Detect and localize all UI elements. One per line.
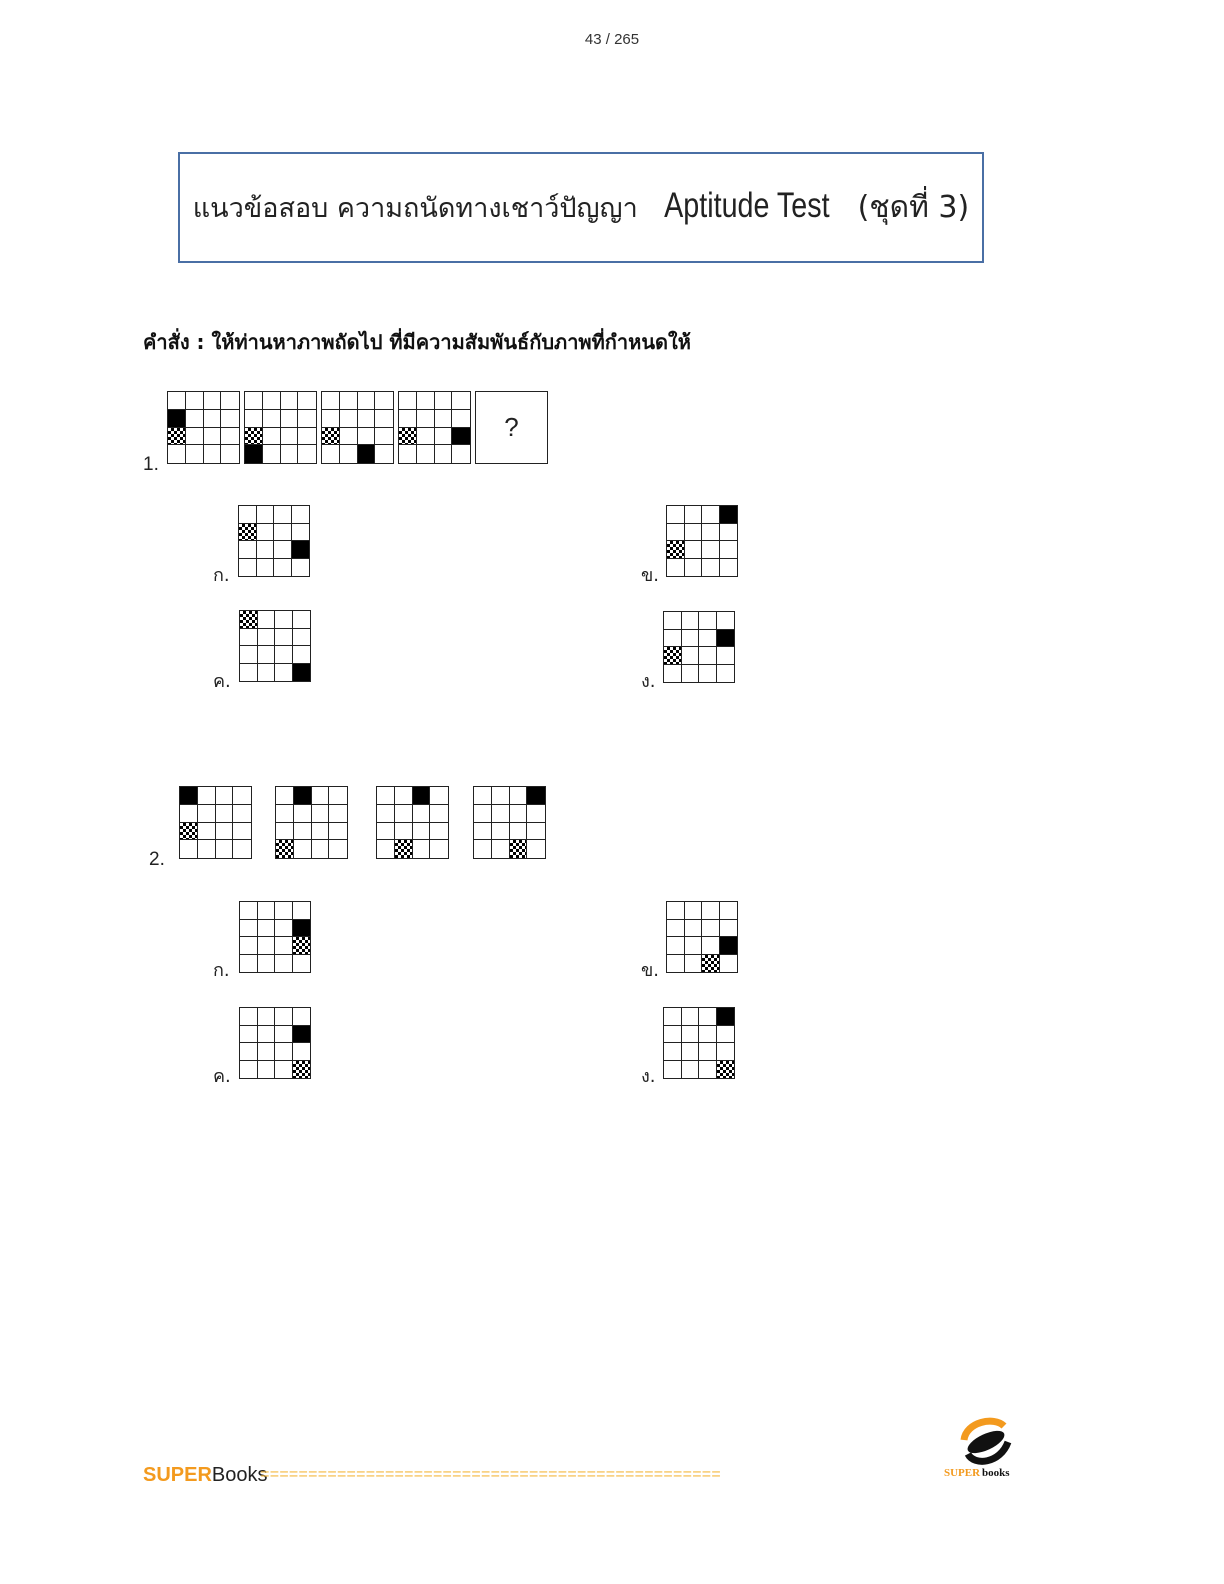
q2-seq-3-grid — [376, 786, 449, 859]
empty-cell — [298, 445, 316, 463]
q1-option-d-label: ง. — [641, 671, 656, 692]
empty-cell — [699, 647, 717, 665]
empty-cell — [292, 506, 310, 524]
empty-cell — [452, 445, 470, 463]
empty-cell — [240, 1061, 258, 1079]
empty-cell — [413, 823, 431, 841]
q2-option-b-label: ข. — [641, 960, 660, 981]
empty-cell — [685, 506, 703, 524]
black-cell — [720, 506, 738, 524]
empty-cell — [293, 1043, 311, 1061]
empty-cell — [720, 524, 738, 542]
checkered-cell — [399, 428, 417, 446]
empty-cell — [667, 506, 685, 524]
empty-cell — [168, 445, 186, 463]
empty-cell — [275, 1061, 293, 1079]
q1-option-d-grid[interactable] — [663, 611, 735, 683]
empty-cell — [240, 902, 258, 920]
empty-cell — [275, 920, 293, 938]
empty-cell — [413, 840, 431, 858]
empty-cell — [375, 445, 393, 463]
empty-cell — [702, 559, 720, 577]
empty-cell — [430, 840, 448, 858]
empty-cell — [274, 559, 292, 577]
empty-cell — [275, 646, 293, 664]
empty-cell — [168, 392, 186, 410]
empty-cell — [258, 646, 276, 664]
empty-cell — [258, 611, 276, 629]
empty-cell — [682, 647, 700, 665]
empty-cell — [667, 902, 685, 920]
checkered-cell — [293, 1061, 311, 1079]
q2-option-a-grid[interactable] — [239, 901, 311, 973]
q2-option-c-label: ค. — [213, 1066, 231, 1087]
empty-cell — [239, 541, 257, 559]
empty-cell — [312, 805, 330, 823]
black-cell — [720, 937, 738, 955]
footer-brand — [143, 1464, 268, 1487]
empty-cell — [492, 823, 510, 841]
empty-cell — [699, 1043, 717, 1061]
empty-cell — [435, 428, 453, 446]
empty-cell — [233, 805, 251, 823]
q2-option-c-grid[interactable] — [239, 1007, 311, 1079]
empty-cell — [699, 630, 717, 648]
empty-cell — [358, 392, 376, 410]
title-box — [178, 152, 984, 263]
empty-cell — [258, 1061, 276, 1079]
empty-cell — [216, 823, 234, 841]
empty-cell — [399, 392, 417, 410]
logo-text-super: SUPER — [944, 1467, 981, 1479]
empty-cell — [682, 612, 700, 630]
empty-cell — [263, 410, 281, 428]
empty-cell — [258, 955, 276, 973]
empty-cell — [263, 428, 281, 446]
empty-cell — [682, 1026, 700, 1044]
empty-cell — [417, 410, 435, 428]
empty-cell — [492, 787, 510, 805]
empty-cell — [702, 920, 720, 938]
empty-cell — [233, 787, 251, 805]
empty-cell — [664, 630, 682, 648]
empty-cell — [258, 902, 276, 920]
empty-cell — [699, 1061, 717, 1079]
empty-cell — [275, 902, 293, 920]
empty-cell — [435, 392, 453, 410]
empty-cell — [293, 955, 311, 973]
empty-cell — [186, 428, 204, 446]
empty-cell — [294, 823, 312, 841]
empty-cell — [399, 445, 417, 463]
empty-cell — [258, 664, 276, 682]
q1-option-c-grid[interactable] — [239, 610, 311, 682]
empty-cell — [702, 541, 720, 559]
empty-cell — [395, 787, 413, 805]
empty-cell — [294, 840, 312, 858]
empty-cell — [664, 665, 682, 683]
empty-cell — [395, 823, 413, 841]
q1-seq-3-grid — [321, 391, 394, 464]
empty-cell — [685, 541, 703, 559]
black-cell — [452, 428, 470, 446]
empty-cell — [685, 955, 703, 973]
empty-cell — [233, 840, 251, 858]
empty-cell — [186, 392, 204, 410]
logo-text-books: books — [982, 1467, 1010, 1479]
empty-cell — [340, 410, 358, 428]
empty-cell — [717, 1026, 735, 1044]
black-cell — [294, 787, 312, 805]
empty-cell — [685, 559, 703, 577]
empty-cell — [717, 1043, 735, 1061]
empty-cell — [216, 840, 234, 858]
empty-cell — [240, 629, 258, 647]
empty-cell — [281, 410, 299, 428]
empty-cell — [298, 428, 316, 446]
empty-cell — [240, 646, 258, 664]
empty-cell — [492, 805, 510, 823]
q2-seq-4-grid — [473, 786, 546, 859]
empty-cell — [293, 629, 311, 647]
q1-option-b-grid[interactable] — [666, 505, 738, 577]
empty-cell — [322, 410, 340, 428]
checkered-cell — [510, 840, 528, 858]
q2-option-d-label: ง. — [641, 1066, 656, 1087]
empty-cell — [257, 506, 275, 524]
empty-cell — [452, 392, 470, 410]
empty-cell — [204, 392, 222, 410]
q1-option-b-label: ข. — [641, 565, 660, 586]
empty-cell — [293, 1008, 311, 1026]
empty-cell — [430, 787, 448, 805]
empty-cell — [329, 805, 347, 823]
empty-cell — [275, 937, 293, 955]
checkered-cell — [240, 611, 258, 629]
empty-cell — [702, 937, 720, 955]
q1-option-a-label: ก. — [213, 565, 230, 586]
empty-cell — [186, 445, 204, 463]
empty-cell — [527, 805, 545, 823]
empty-cell — [180, 805, 198, 823]
empty-cell — [667, 955, 685, 973]
empty-cell — [375, 392, 393, 410]
empty-cell — [667, 524, 685, 542]
empty-cell — [198, 805, 216, 823]
empty-cell — [699, 1008, 717, 1026]
black-cell — [358, 445, 376, 463]
black-cell — [180, 787, 198, 805]
checkered-cell — [168, 428, 186, 446]
empty-cell — [492, 840, 510, 858]
empty-cell — [699, 1026, 717, 1044]
empty-cell — [682, 1043, 700, 1061]
checkered-cell — [293, 937, 311, 955]
empty-cell — [717, 647, 735, 665]
footer-rule: ================================================ — [260, 1466, 721, 1484]
empty-cell — [417, 428, 435, 446]
empty-cell — [281, 428, 299, 446]
empty-cell — [417, 392, 435, 410]
empty-cell — [340, 392, 358, 410]
empty-cell — [292, 524, 310, 542]
empty-cell — [685, 937, 703, 955]
empty-cell — [281, 392, 299, 410]
black-cell — [292, 541, 310, 559]
empty-cell — [245, 392, 263, 410]
empty-cell — [358, 428, 376, 446]
empty-cell — [664, 1061, 682, 1079]
footer-brand-super: SUPER — [143, 1464, 212, 1486]
empty-cell — [699, 665, 717, 683]
empty-cell — [510, 787, 528, 805]
empty-cell — [510, 805, 528, 823]
black-cell — [168, 410, 186, 428]
empty-cell — [329, 823, 347, 841]
empty-cell — [340, 428, 358, 446]
empty-cell — [198, 787, 216, 805]
empty-cell — [275, 955, 293, 973]
empty-cell — [527, 823, 545, 841]
empty-cell — [664, 612, 682, 630]
empty-cell — [186, 410, 204, 428]
empty-cell — [198, 823, 216, 841]
empty-cell — [263, 445, 281, 463]
empty-cell — [312, 823, 330, 841]
empty-cell — [276, 823, 294, 841]
q1-seq-4-grid — [398, 391, 471, 464]
empty-cell — [430, 805, 448, 823]
instruction-text: คำสั่ง : ให้ท่านหาภาพถัดไป ที่มีความสัมพันธ์กับภาพที่กำหนดให้ — [143, 330, 691, 354]
empty-cell — [510, 823, 528, 841]
title-suffix: (ชุดที่ 3) — [848, 190, 970, 225]
empty-cell — [274, 541, 292, 559]
black-cell — [717, 630, 735, 648]
black-cell — [413, 787, 431, 805]
empty-cell — [702, 506, 720, 524]
empty-cell — [340, 445, 358, 463]
empty-cell — [682, 1061, 700, 1079]
empty-cell — [720, 902, 738, 920]
empty-cell — [667, 559, 685, 577]
title-prefix: แนวข้อสอบ ความถนัดทางเชาว์ปัญญา — [192, 193, 647, 224]
black-cell — [293, 664, 311, 682]
empty-cell — [204, 410, 222, 428]
empty-cell — [240, 920, 258, 938]
question-2-number: 2. — [149, 849, 165, 870]
empty-cell — [474, 840, 492, 858]
q2-option-a-label: ก. — [213, 960, 230, 981]
q1-seq-2-grid — [244, 391, 317, 464]
footer-brand-books: Books — [211, 1464, 268, 1486]
empty-cell — [702, 902, 720, 920]
empty-cell — [720, 541, 738, 559]
empty-cell — [258, 1043, 276, 1061]
empty-cell — [322, 445, 340, 463]
empty-cell — [664, 1008, 682, 1026]
empty-cell — [720, 955, 738, 973]
q2-option-b-grid[interactable] — [666, 901, 738, 973]
empty-cell — [685, 920, 703, 938]
empty-cell — [258, 937, 276, 955]
checkered-cell — [276, 840, 294, 858]
empty-cell — [430, 823, 448, 841]
black-cell — [527, 787, 545, 805]
empty-cell — [293, 611, 311, 629]
checkered-cell — [180, 823, 198, 841]
empty-cell — [198, 840, 216, 858]
empty-cell — [298, 392, 316, 410]
empty-cell — [312, 787, 330, 805]
empty-cell — [474, 805, 492, 823]
q1-unknown-box — [475, 391, 548, 464]
empty-cell — [702, 524, 720, 542]
empty-cell — [281, 445, 299, 463]
empty-cell — [293, 646, 311, 664]
empty-cell — [221, 410, 239, 428]
empty-cell — [377, 840, 395, 858]
empty-cell — [375, 410, 393, 428]
checkered-cell — [717, 1061, 735, 1079]
empty-cell — [329, 840, 347, 858]
empty-cell — [717, 665, 735, 683]
page-indicator: 43 / 265 — [584, 31, 640, 48]
black-cell — [293, 1026, 311, 1044]
empty-cell — [417, 445, 435, 463]
checkered-cell — [667, 541, 685, 559]
black-cell — [245, 445, 263, 463]
empty-cell — [221, 392, 239, 410]
empty-cell — [221, 428, 239, 446]
empty-cell — [257, 524, 275, 542]
empty-cell — [240, 937, 258, 955]
empty-cell — [204, 428, 222, 446]
empty-cell — [720, 559, 738, 577]
empty-cell — [216, 787, 234, 805]
empty-cell — [685, 524, 703, 542]
empty-cell — [239, 506, 257, 524]
empty-cell — [257, 541, 275, 559]
empty-cell — [377, 787, 395, 805]
empty-cell — [664, 1026, 682, 1044]
question-mark: ? — [504, 412, 519, 442]
checkered-cell — [239, 524, 257, 542]
q1-option-a-grid[interactable] — [238, 505, 310, 577]
empty-cell — [358, 410, 376, 428]
empty-cell — [682, 1008, 700, 1026]
q2-option-d-grid[interactable] — [663, 1007, 735, 1079]
empty-cell — [664, 1043, 682, 1061]
empty-cell — [717, 612, 735, 630]
superbooks-logo — [944, 1414, 1028, 1480]
empty-cell — [258, 1008, 276, 1026]
empty-cell — [527, 840, 545, 858]
empty-cell — [435, 445, 453, 463]
title-big: Aptitude Test — [664, 186, 830, 225]
black-cell — [293, 920, 311, 938]
empty-cell — [245, 410, 263, 428]
empty-cell — [216, 805, 234, 823]
empty-cell — [275, 1026, 293, 1044]
empty-cell — [276, 787, 294, 805]
empty-cell — [298, 410, 316, 428]
empty-cell — [435, 410, 453, 428]
q2-seq-1-grid — [179, 786, 252, 859]
empty-cell — [682, 630, 700, 648]
empty-cell — [682, 665, 700, 683]
empty-cell — [474, 823, 492, 841]
empty-cell — [274, 524, 292, 542]
empty-cell — [274, 506, 292, 524]
empty-cell — [240, 955, 258, 973]
question-1-number: 1. — [143, 454, 159, 475]
empty-cell — [258, 629, 276, 647]
empty-cell — [240, 1026, 258, 1044]
checkered-cell — [702, 955, 720, 973]
empty-cell — [413, 805, 431, 823]
empty-cell — [293, 902, 311, 920]
checkered-cell — [245, 428, 263, 446]
empty-cell — [239, 559, 257, 577]
checkered-cell — [322, 428, 340, 446]
empty-cell — [312, 840, 330, 858]
empty-cell — [474, 787, 492, 805]
checkered-cell — [664, 647, 682, 665]
empty-cell — [699, 612, 717, 630]
q1-seq-1-grid — [167, 391, 240, 464]
empty-cell — [275, 1043, 293, 1061]
q2-seq-2-grid — [275, 786, 348, 859]
empty-cell — [395, 805, 413, 823]
empty-cell — [322, 392, 340, 410]
page-title — [193, 184, 969, 231]
empty-cell — [292, 559, 310, 577]
empty-cell — [240, 664, 258, 682]
empty-cell — [399, 410, 417, 428]
empty-cell — [263, 392, 281, 410]
empty-cell — [258, 920, 276, 938]
empty-cell — [258, 1026, 276, 1044]
empty-cell — [377, 805, 395, 823]
empty-cell — [275, 1008, 293, 1026]
empty-cell — [375, 428, 393, 446]
empty-cell — [452, 410, 470, 428]
checkered-cell — [395, 840, 413, 858]
empty-cell — [240, 1008, 258, 1026]
empty-cell — [329, 787, 347, 805]
empty-cell — [377, 823, 395, 841]
empty-cell — [240, 1043, 258, 1061]
black-cell — [717, 1008, 735, 1026]
empty-cell — [294, 805, 312, 823]
empty-cell — [685, 902, 703, 920]
empty-cell — [204, 445, 222, 463]
empty-cell — [275, 629, 293, 647]
empty-cell — [221, 445, 239, 463]
empty-cell — [180, 840, 198, 858]
empty-cell — [257, 559, 275, 577]
empty-cell — [275, 611, 293, 629]
empty-cell — [275, 664, 293, 682]
empty-cell — [233, 823, 251, 841]
empty-cell — [667, 937, 685, 955]
empty-cell — [276, 805, 294, 823]
empty-cell — [667, 920, 685, 938]
empty-cell — [720, 920, 738, 938]
q1-option-c-label: ค. — [213, 671, 231, 692]
